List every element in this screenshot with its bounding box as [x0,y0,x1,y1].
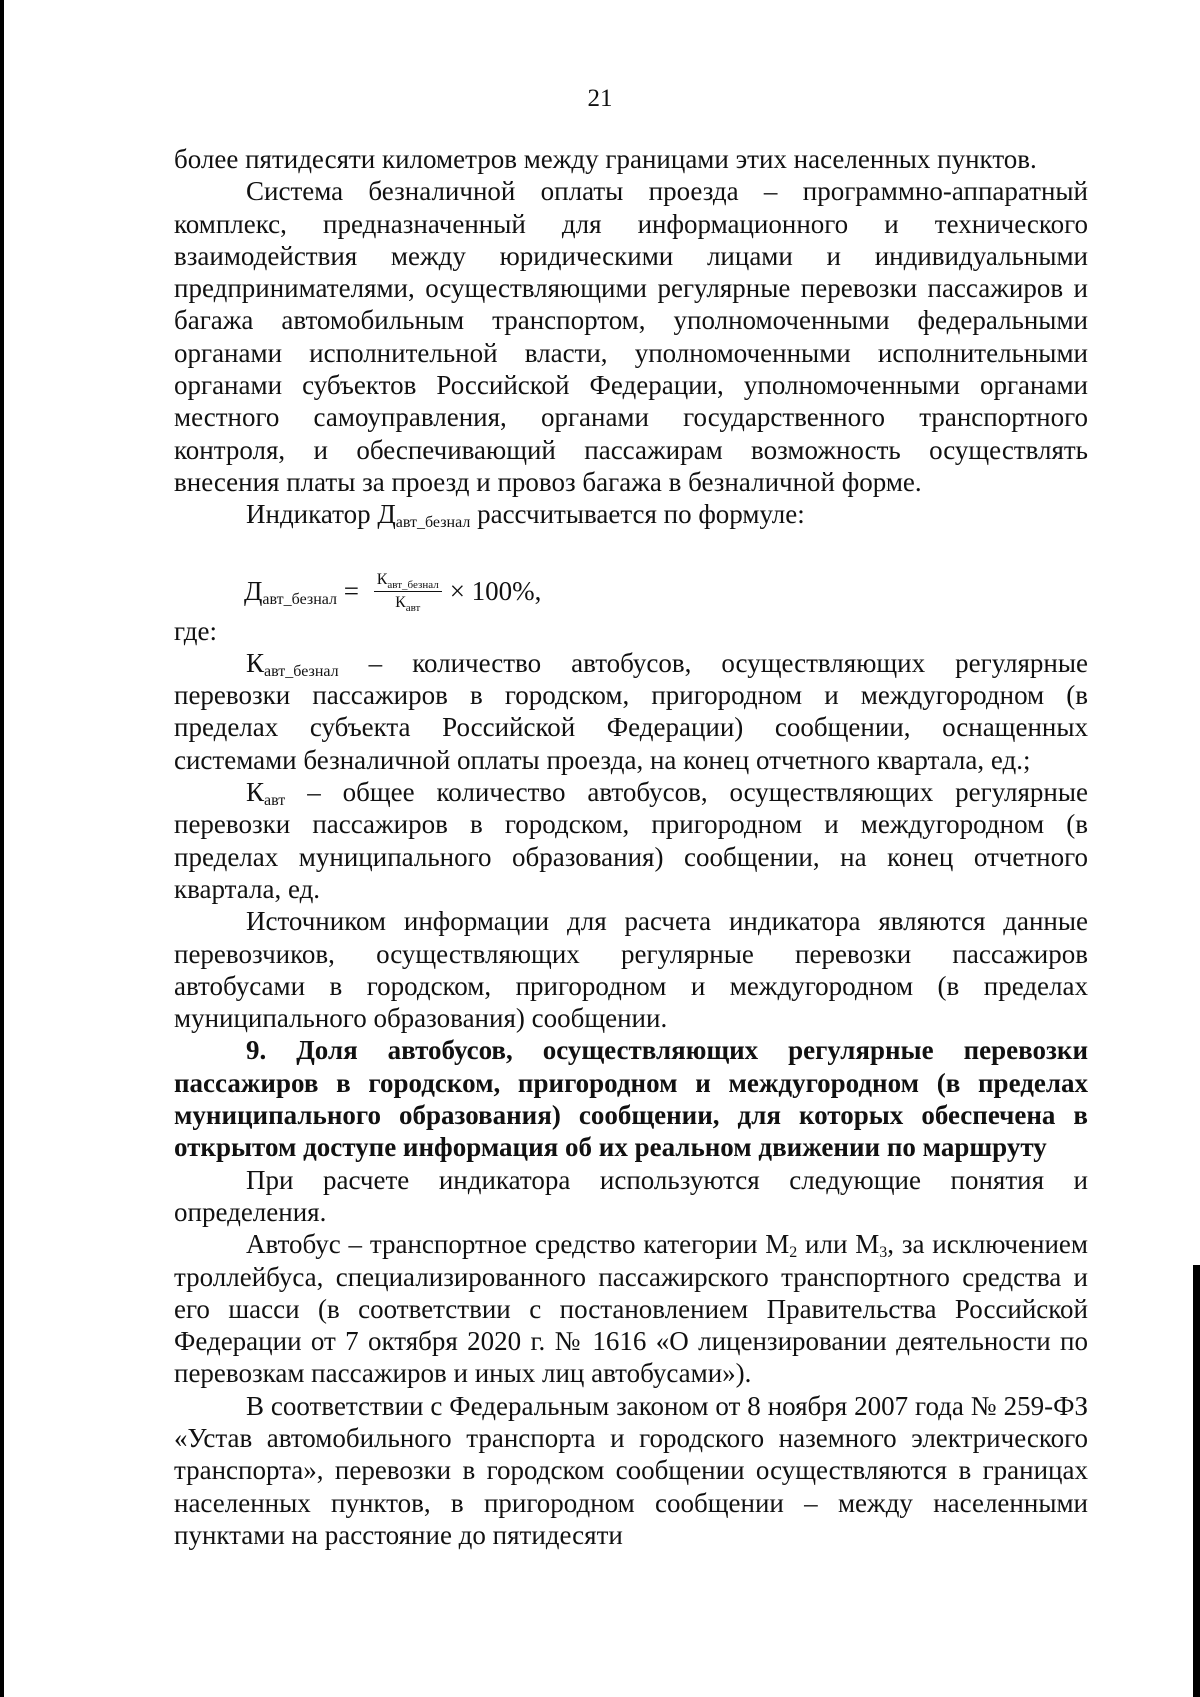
formula-equals: = [337,576,366,607]
paragraph-definitions-intro: При расчете индикатора используются следующие понятия и определения. [174,1164,1088,1227]
formula-numerator: $К_{авт\_безнал}$ [374,570,442,592]
paragraph-bus-definition: Автобус – транспортное средство категории $М_2$ или $М_3$, за исключением троллейбуса, специализированного пассажирского транспортного средства и его шасси (в соответствии с постановлением Правительства Российской Федерации от 7 октября 2020 г. № 1616 «О лицензировании деятельности по перевозкам пассажиров и иных лиц автобусами»). [174,1229,1088,1389]
paragraph-federal-law: В соответствии с Федеральным законом от 8 ноября 2007 года № 259-ФЗ «Устав автомобильного транспорта и городского наземного электрического транспорта», перевозки в городском сообщении осуществляются в границах населенных пунктов, в пригородном сообщении – между населенными пунктами на расстояние до пятидесяти [174,1390,1088,1550]
paragraph-indicator-intro: Индикатор $Д_{авт\_безнал}$ рассчитывается по формуле: [246,499,805,532]
paragraph-payment-system: Система безналичной оплаты проезда – программно-аппаратный комплекс, предназначенный для информационного и технического взаимодействия между юридическими лицами и индивидуальными предпринимателями, осуществляющими регулярные перевозки пассажиров и багажа автомобильным транспортом, уполномоченными федеральными органами исполнительной власти, уполномоченными исполнительными органами субъектов Российской Федерации, уполномоченными органами местного самоуправления, органами государственного транспортного контроля, и обеспечивающий пассажирам возможность осуществлять внесения платы за проезд и провоз багажа в безналичной форме. [174,176,1088,497]
definition-k-total: $К_{авт}$ – общее количество автобусов, осуществляющих регулярные перевозки пассажиров в городском, пригородном и междугородном (в пределах муниципального образования) сообщении, на конец отчетного квартала, ед. [174,777,1088,904]
page-number: 21 [587,85,613,112]
formula-where-label: где: [174,615,217,646]
document-body [174,143,1088,1551]
formula-multiplier: × 100%, [449,576,542,607]
paragraph-info-source: Источником информации для расчета индикатора являются данные перевозчиков, осуществляющих регулярные перевозки пассажиров автобусами в городском, пригородном и междугородном (в пределах муниципального образования) сообщении. [174,906,1088,1034]
paragraph-continuation: более пятидесяти километров между границами этих населенных пунктов. [174,144,1037,174]
definition-k-cashless: $К_{авт\_безнал}$ – количество автобусов, осуществляющих регулярные перевозки пассажиров в городском, пригородном и междугородном (в пределах субъекта Российской Федерации) сообщении, оснащенных системами безналичной оплаты проезда, на конец отчетного квартала, ед.; [174,647,1088,775]
formula [244,569,1088,615]
formula-fraction [374,570,442,613]
scan-border-left [0,0,4,1697]
formula-lhs: $Д_{авт\_безнал}$ [244,576,338,609]
scan-border-right [1193,1265,1200,1697]
section-heading-9: 9. Доля автобусов, осуществляющих регулярные перевозки пассажиров в городском, пригородном и междугородном (в пределах муниципального образования) сообщении, для которых обеспечена в открытом доступе информация об их реальном движении по маршруту [174,1035,1088,1163]
formula-denominator: $К_{авт}$ [395,594,421,615]
